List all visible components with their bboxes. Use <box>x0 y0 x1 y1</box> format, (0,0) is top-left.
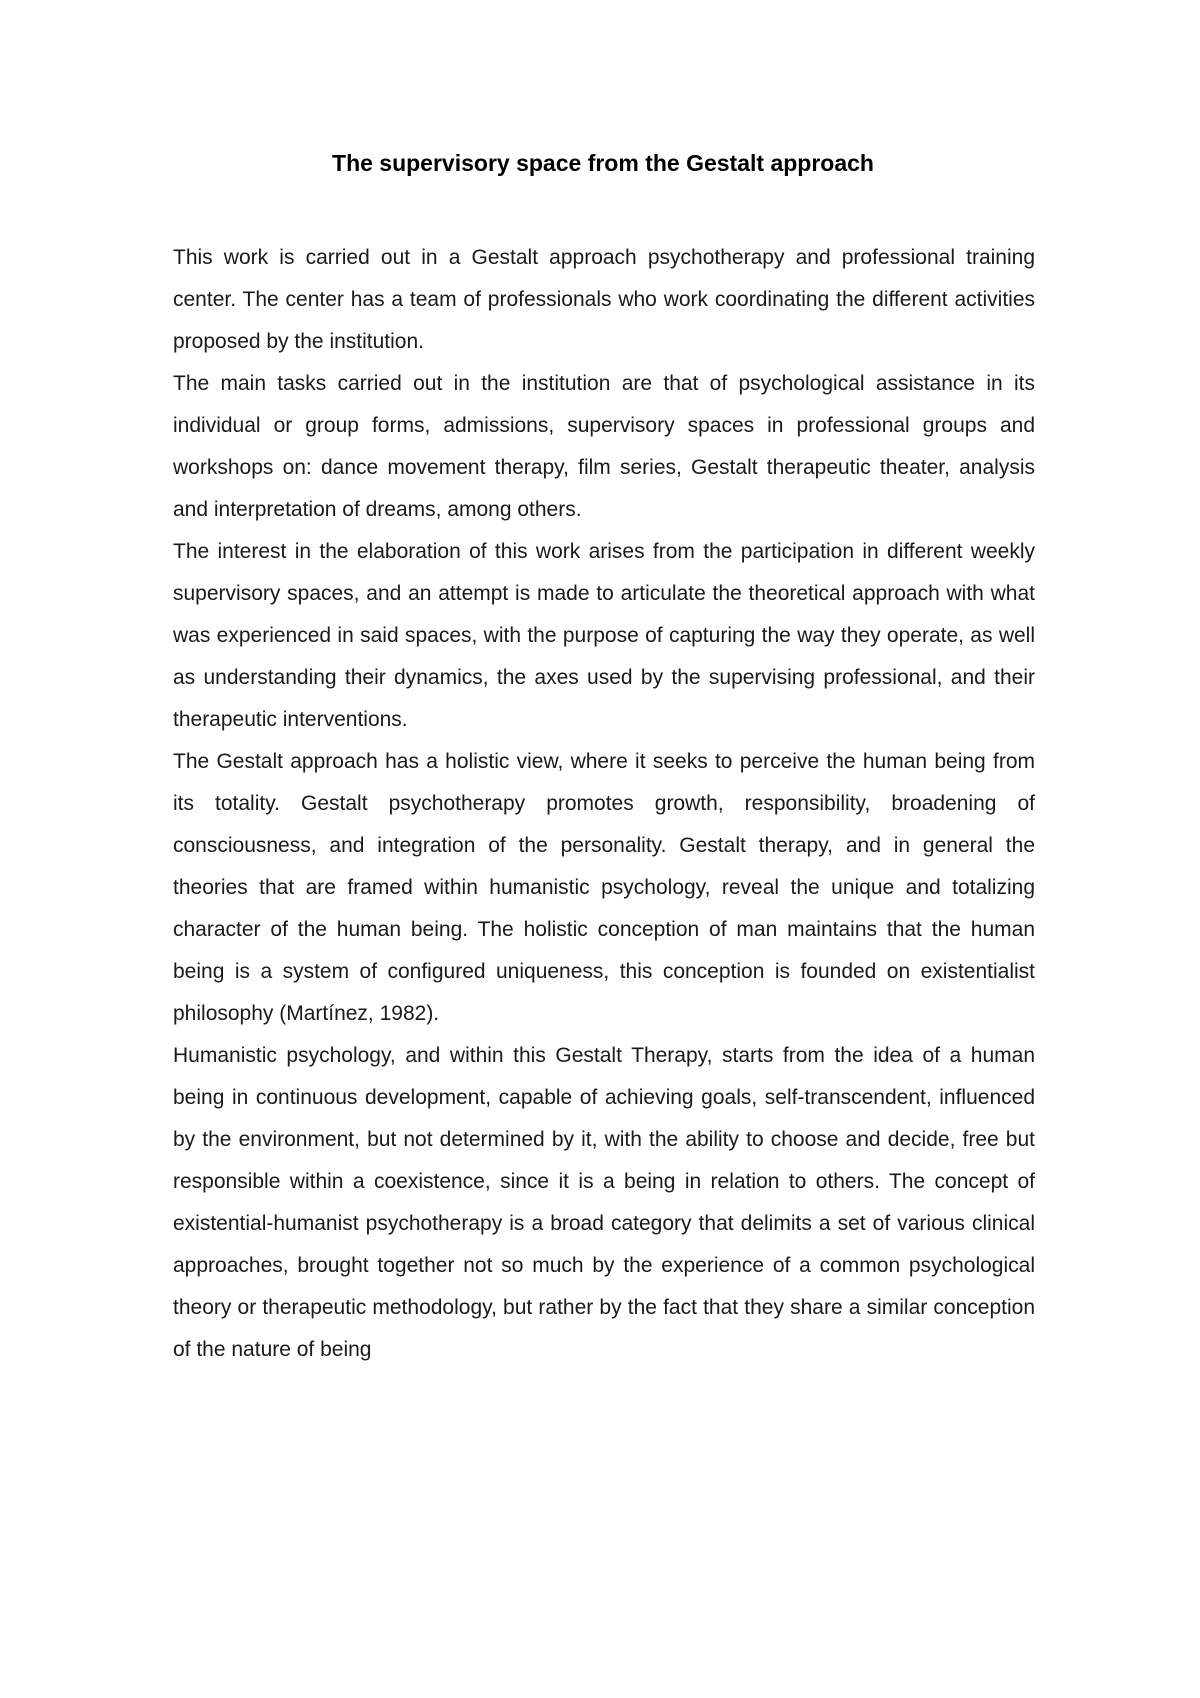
document-title: The supervisory space from the Gestalt approach <box>332 150 874 176</box>
paragraph-intro: This work is carried out in a Gestalt approach psychotherapy and professional training center. The center has a team of professionals who work coordinating the different activities proposed by the institution. <box>173 246 1035 353</box>
paragraph-interest: The interest in the elaboration of this work arises from the participation in different weekly supervisory spaces, and an attempt is made to articulate the theoretical approach with what was experienced in said spaces, with the purpose of capturing the way they operate, as well as understanding their dynamics, the axes used by the supervising professional, and their therapeutic interventions. <box>173 540 1035 731</box>
paragraph-humanistic-psychology: Humanistic psychology, and within this Gestalt Therapy, starts from the idea of a human being in continuous development, capable of achieving goals, self-transcendent, influenced by the environment, but not determined by it, with the ability to choose and decide, free but responsible within a coexistence, since it is a being in relation to others. The concept of existential-humanist psychotherapy is a broad category that delimits a set of various clinical approaches, brought together not so much by the experience of a common psychological theory or therapeutic methodology, but rather by the fact that they share a similar conception of the nature of being <box>173 1044 1035 1361</box>
document-body <box>173 237 1035 1371</box>
paragraph-main-tasks: The main tasks carried out in the institution are that of psychological assistance in its individual or group forms, admissions, supervisory spaces in professional groups and workshops on: dance movement therapy, film series, Gestalt therapeutic theater, analysis and interpretation of dreams, among others. <box>173 372 1035 521</box>
paragraph-gestalt-approach: The Gestalt approach has a holistic view, where it seeks to perceive the human being from its totality. Gestalt psychotherapy promotes growth, responsibility, broadening of consciousness, and integration of the personality. Gestalt therapy, and in general the theories that are framed within humanistic psychology, reveal the unique and totalizing character of the human being. The holistic conception of man maintains that the human being is a system of configured uniqueness, this conception is founded on existentialist philosophy (Martínez, 1982). <box>173 750 1035 1025</box>
